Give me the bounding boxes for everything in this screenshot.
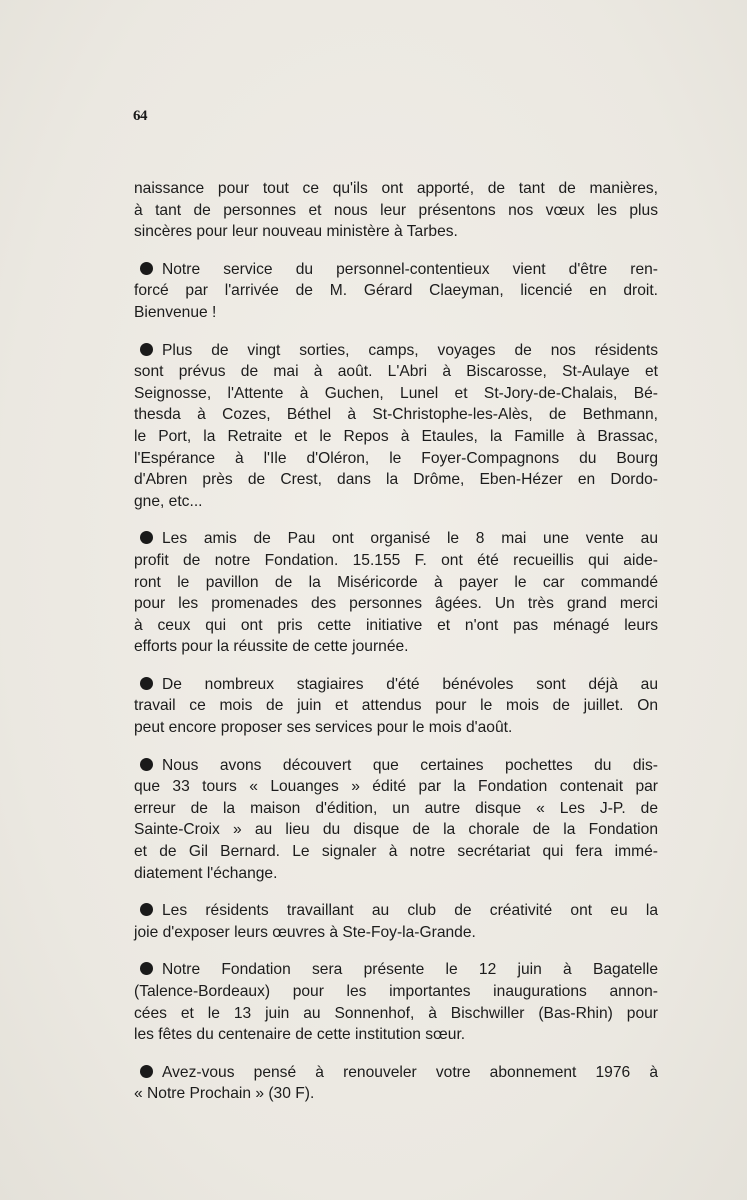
text-line: Seignosse, l'Attente à Guchen, Lunel et St-Jory-de-Chalais, Bé- xyxy=(134,384,658,402)
text-line: diatement l'échange. xyxy=(134,864,278,882)
bullet-icon xyxy=(140,962,153,975)
text-line: le Port, la Retraite et le Repos à Etaules, la Famille à Brassac, xyxy=(134,427,658,445)
text-line: erreur de la maison d'édition, un autre disque « Les J-P. de xyxy=(134,799,658,817)
bullet-icon xyxy=(140,531,153,544)
paragraph xyxy=(134,900,658,943)
text-line: d'Abren près de Crest, dans la Drôme, Eben-Hézer en Dordo- xyxy=(134,471,658,489)
bullet-icon xyxy=(140,903,153,916)
text-line: sont prévus de mai à août. L'Abri à Biscarosse, St-Aulaye et xyxy=(134,363,658,381)
text-line: (Talence-Bordeaux) pour les importantes inaugurations annon- xyxy=(134,983,658,1000)
bullet-icon xyxy=(140,677,153,690)
bullet-icon xyxy=(140,262,153,275)
text-line: Notre service du personnel-contentieux vient d'être ren- xyxy=(134,259,658,281)
paragraph xyxy=(134,528,658,658)
paragraph xyxy=(134,178,658,243)
text-line: Avez-vous pensé à renouveler votre abonnement 1976 à xyxy=(134,1062,658,1084)
bullet-icon xyxy=(140,758,153,771)
paragraph xyxy=(134,259,658,324)
text-line: à tant de personnes et nous leur présentons nos vœux les plus xyxy=(134,201,658,219)
text-line: Les amis de Pau ont organisé le 8 mai une vente au xyxy=(134,528,658,550)
text-line: Les résidents travaillant au club de créativité ont eu la xyxy=(134,900,658,922)
text-line: à ceux qui ont pris cette initiative et n'ont pas ménagé leurs xyxy=(134,616,658,634)
text-line: les fêtes du centenaire de cette institution sœur. xyxy=(134,1026,466,1044)
text-line: forcé par l'arrivée de M. Gérard Claeyman, licencié en droit. xyxy=(134,282,658,300)
text-line: et de Gil Bernard. Le signaler à notre secrétariat qui fera immé- xyxy=(134,843,658,861)
text-line: ront le pavillon de la Miséricorde à payer le car commandé xyxy=(134,573,658,591)
paragraph xyxy=(134,1062,658,1105)
text-line: l'Espérance à l'Ile d'Oléron, le Foyer-Compagnons du Bourg xyxy=(134,449,658,467)
page-number: 64 xyxy=(133,108,147,124)
text-line: peut encore proposer ses services pour le mois d'août. xyxy=(134,719,513,737)
text-line: profit de notre Fondation. 15.155 F. ont été recueillis qui aide- xyxy=(134,551,658,569)
text-line: gne, etc... xyxy=(134,492,203,510)
bullet-icon xyxy=(140,1065,153,1078)
text-line: De nombreux stagiaires d'été bénévoles sont déjà au xyxy=(134,674,658,696)
text-line: Bienvenue ! xyxy=(134,303,217,321)
paragraph xyxy=(134,959,658,1045)
paragraph xyxy=(134,755,658,885)
text-line: Notre Fondation sera présente le 12 juin à Bagatelle xyxy=(134,959,658,981)
text-line: Sainte-Croix » au lieu du disque de la chorale de la Fondation xyxy=(134,821,658,839)
text-line: « Notre Prochain » (30 F). xyxy=(134,1085,315,1103)
text-line: cées et le 13 juin au Sonnenhof, à Bischwiller (Bas-Rhin) pour xyxy=(134,1004,658,1022)
text-line: naissance pour tout ce qu'ils ont apporté, de tant de manières, xyxy=(134,180,658,197)
text-line: sincères pour leur nouveau ministère à Tarbes. xyxy=(134,223,458,241)
bullet-icon xyxy=(140,343,153,356)
text-line: Nous avons découvert que certaines pochettes du dis- xyxy=(134,755,658,777)
text-line: que 33 tours « Louanges » édité par la Fondation contenait par xyxy=(134,778,658,796)
paragraph xyxy=(134,674,658,739)
article-body xyxy=(134,178,658,1121)
text-line: joie d'exposer leurs œuvres à Ste-Foy-la-Grande. xyxy=(134,923,476,941)
text-line: pour les promenades des personnes âgées. Un très grand merci xyxy=(134,595,658,613)
text-line: travail ce mois de juin et attendus pour le mois de juillet. On xyxy=(134,697,658,715)
text-line: thesda à Cozes, Béthel à St-Christophe-les-Alès, de Bethmann, xyxy=(134,406,658,424)
text-line: Plus de vingt sorties, camps, voyages de nos résidents xyxy=(134,340,658,362)
text-line: efforts pour la réussite de cette journée. xyxy=(134,638,409,656)
paragraph xyxy=(134,340,658,513)
